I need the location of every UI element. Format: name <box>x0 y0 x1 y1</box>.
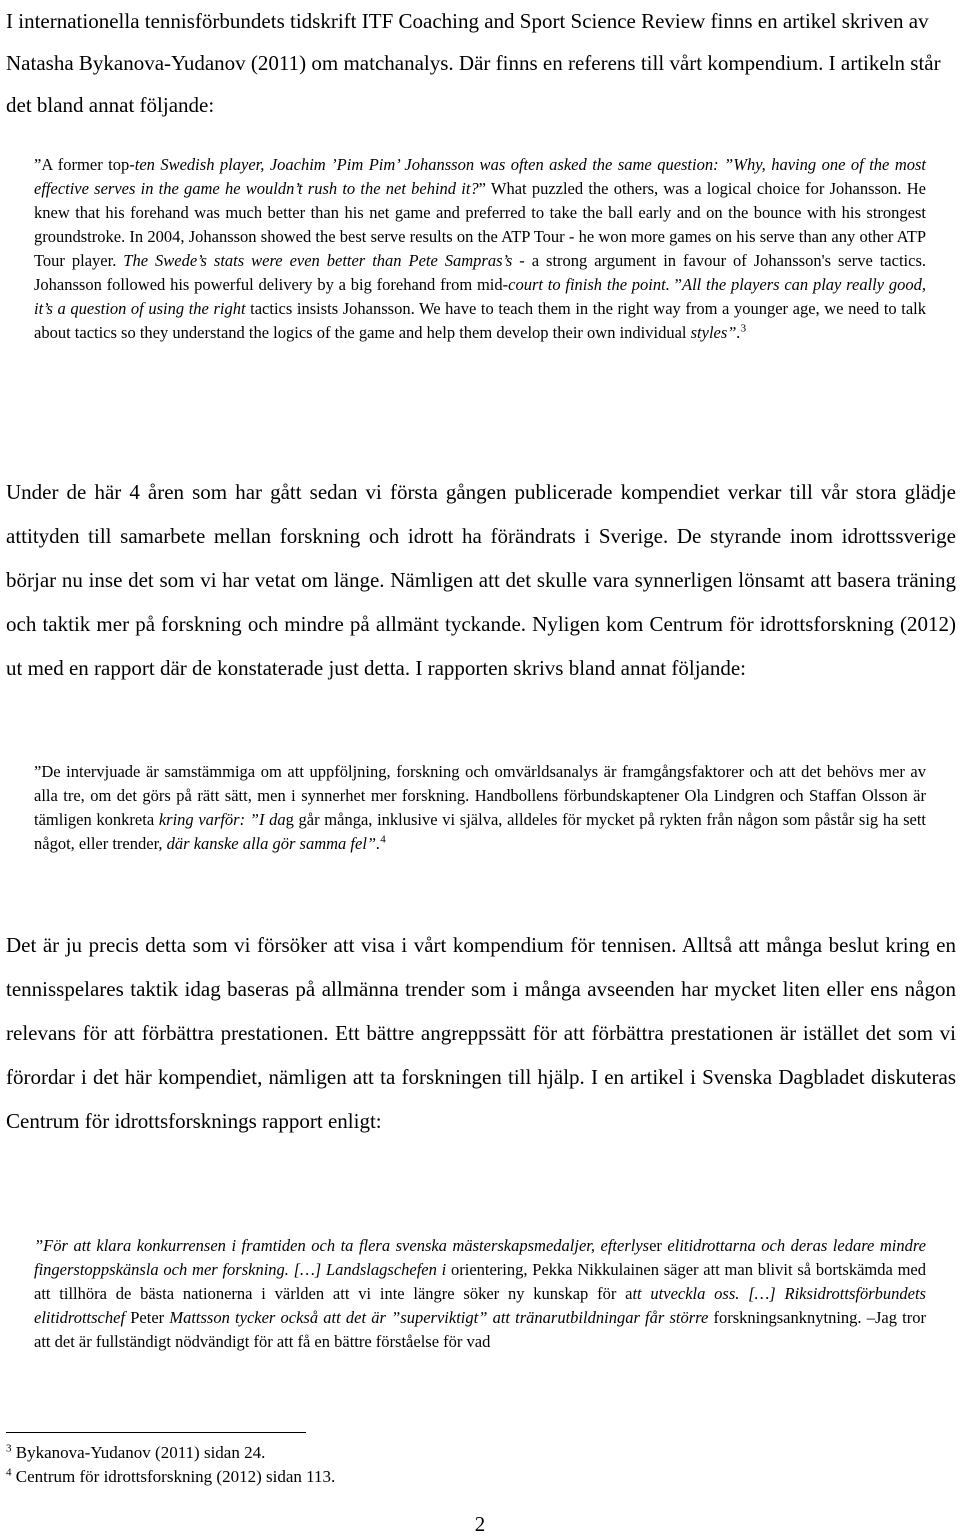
footnote-4: $^4$ Centrum för idrottsforskning (2012) sidan 113. <box>6 1466 336 1486</box>
intro-paragraph: I internationella tennisförbundets tidskrift ITF Coaching and Sport Science Review finns en artikel skriven av Natasha Bykanova-Yudanov (2011) om matchanalys. Där finns en referens till vårt kompendium. I artikeln står det bland annat följande: <box>6 9 941 117</box>
footnote-ref-4: 4 <box>380 833 386 846</box>
block-quote-itf: ”A former top-ten Swedish player, Joachim ’Pim Pim’ Johansson was often asked the same question: ”Why, having one of the most effective serves in the game he wouldn’t rush to the net behind it?” What puzzled the others, was a logical choice for Johansson. He knew that his forehand was much better than his net game and preferred to take the ball early and on the bounce with his strongest groundstroke. In 2004, Johansson showed the best serve results on the ATP Tour - he won more games on his serve than any other ATP Tour player. The Swede’s stats were even better than Pete Sampras’s - a strong argument in favour of Johansson's serve tactics. Johansson followed his powerful delivery by a big forehand from mid-court to finish the point. ”All the players can play really good, it’s a question of using the right tactics insists Johansson. We have to teach them in the right way from a younger age, we need to talk about tactics so they understand the logics of the game and help them develop their own individual styles”.$^3$ <box>34 155 926 342</box>
block-quote-svd: ”För att klara konkurrensen i framtiden och ta flera svenska mästerskapsmedaljer, efterlyser elitidrottarna och deras ledare mindre fingerstoppskänsla och mer forskning. […] Landslagschefen i orientering, Pekka Nikkulainen säger att man blivit så bortskämda med att tillhöra de bästa nationerna i världen att vi inte längre söker ny kunskap för att utveckla oss. […] Riksidrottsförbundets elitidrottschef Peter Mattsson tycker också att det är ”superviktigt” att tränarutbildningar får större forskningsanknytning. –Jag tror att det är fullständigt nödvändigt för att få en bättre förståelse för vad <box>34 1236 926 1351</box>
footnote-ref-3: 3 <box>740 322 747 335</box>
body-paragraph-research: Under de här 4 åren som har gått sedan vi första gången publicerade kompendiet verkar till vår stora glädje attityden till samarbete mellan forskning och idrott ha förändrats i Sverige. De styrande inom idrottssverige börjar nu inse det som vi har vetat om länge. Nämligen att det skulle vara synnerligen lönsamt att basera träning och taktik mer på forskning och mindre på allmänt tyckande. Nyligen kom Centrum för idrottsforskning (2012) ut med en rapport där de konstaterade just detta. I rapporten skrivs bland annat följande: <box>6 480 956 680</box>
footnote-separator <box>6 1432 306 1433</box>
body-paragraph-compendium: Det är ju precis detta som vi försöker att visa i vårt kompendium för tennisen. Alltså att många beslut kring en tennisspelares taktik idag baseras på allmänna trender som i många avseenden har mycket liten eller ens någon relevans för att förbättra prestationen. Ett bättre angreppssätt för att förbättra prestationen är istället det som vi förordar i det här kompendiet, nämligen att ta forskningen till hjälp. I en artikel i Svenska Dagbladet diskuteras Centrum för idrottsforsknings rapport enligt: <box>6 933 956 1133</box>
block-quote-cif: ”De intervjuade är samstämmiga om att uppföljning, forskning och omvärldsanalys är framgångsfaktorer och att det behövs mer av alla tre, om det görs på rätt sätt, men i synnerhet mer forskning. Handbollens förbundskaptener Ola Lindgren och Staffan Olsson är tämligen konkreta kring varför: ”I dag går många, inklusive vi själva, alldeles för mycket på rykten från någon som påstår sig ha sett något, eller trender, där kanske alla gör samma fel”.$^4$ <box>34 762 927 853</box>
page-number: 2 <box>474 1512 486 1536</box>
footnote-3: $^3$ Bykanova-Yudanov (2011) sidan 24. <box>6 1442 266 1462</box>
